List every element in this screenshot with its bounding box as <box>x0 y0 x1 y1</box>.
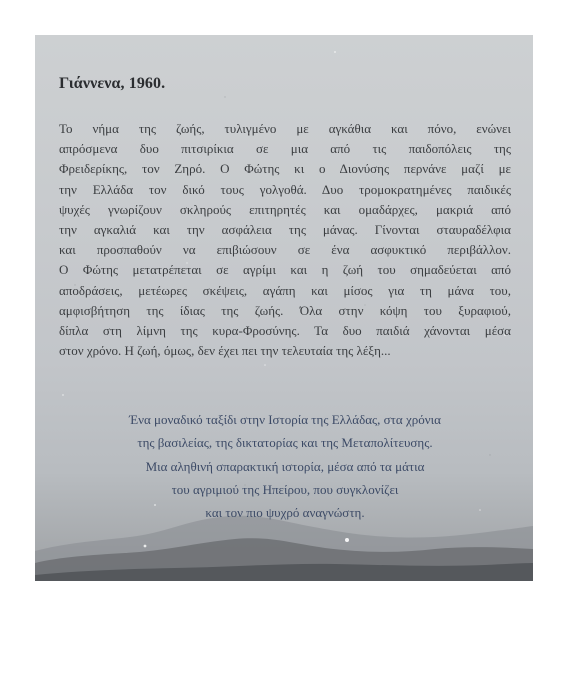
synopsis-line: δίπλα στη λίμνη της κυρα-Φροσύνης. Τα δυο παιδιά χάνονται μέσα <box>59 323 511 339</box>
tagline-line: του αγριμιού της Ηπείρου, που συγκλονίζει <box>171 481 399 497</box>
synopsis-line: αποδράσεις, μετέωρες σκέψεις, αγάπη και μίσος για τη μάνα του, <box>59 282 511 298</box>
synopsis-line: στον χρόνο. Η ζωή, όμως, δεν έχει πει την τελευταία της λέξη... <box>59 343 391 359</box>
synopsis-line: Το νήμα της ζωής, τυλιγμένο με αγκάθια και πόνο, ενώνει <box>59 121 511 136</box>
tagline-line: Ένα μοναδικό ταξίδι στην Ιστορία της Ελλάδας, στα χρόνια <box>129 412 441 427</box>
synopsis-line: και προσπαθούν να επιβιώσουν σε ένα ασφυκτικό περιβάλλον. <box>59 242 511 258</box>
synopsis-line: αμφισβήτηση της ίδιας της ζωής. Όλα στην κόψη του ξυραφιού, <box>59 302 511 318</box>
synopsis-paragraph <box>59 119 511 361</box>
tagline-line: και τον πιο ψυχρό αναγνώστη. <box>205 505 365 521</box>
tagline-line: της βασιλείας, της δικτατορίας και της Μεταπολίτευσης. <box>137 435 433 451</box>
synopsis-line: την Ελλάδα τον δικό τους γολγοθά. Δυο τρομοκρατημένες παιδικές <box>59 181 511 197</box>
synopsis-line: την αγκαλιά και την ασφάλεια της μάνας. Γίνονται σταυραδέλφια <box>59 222 511 238</box>
heading-place-year: Γιάννενα, 1960. <box>59 75 166 92</box>
tagline-block <box>59 408 511 524</box>
synopsis-line: ψυχές γνωρίζουν σκληρούς επιτηρητές και ομαδάρχες, μακριά από <box>59 201 511 217</box>
synopsis-line: Ο Φώτης μετατρέπεται σε αγρίμι και η ζωή του σημαδεύεται από <box>59 262 511 278</box>
tagline-line: Μια αληθινή σπαρακτική ιστορία, μέσα από τα μάτια <box>145 458 425 474</box>
synopsis-line: απρόσμενα δυο πιτσιρίκια σε μια από τις παιδοπόλεις της <box>59 141 511 157</box>
synopsis-line: Φρειδερίκης, τον Ζηρό. Ο Φώτης κι ο Διονύσης περνάνε μαζί με <box>59 161 511 177</box>
back-cover-panel <box>35 35 533 581</box>
